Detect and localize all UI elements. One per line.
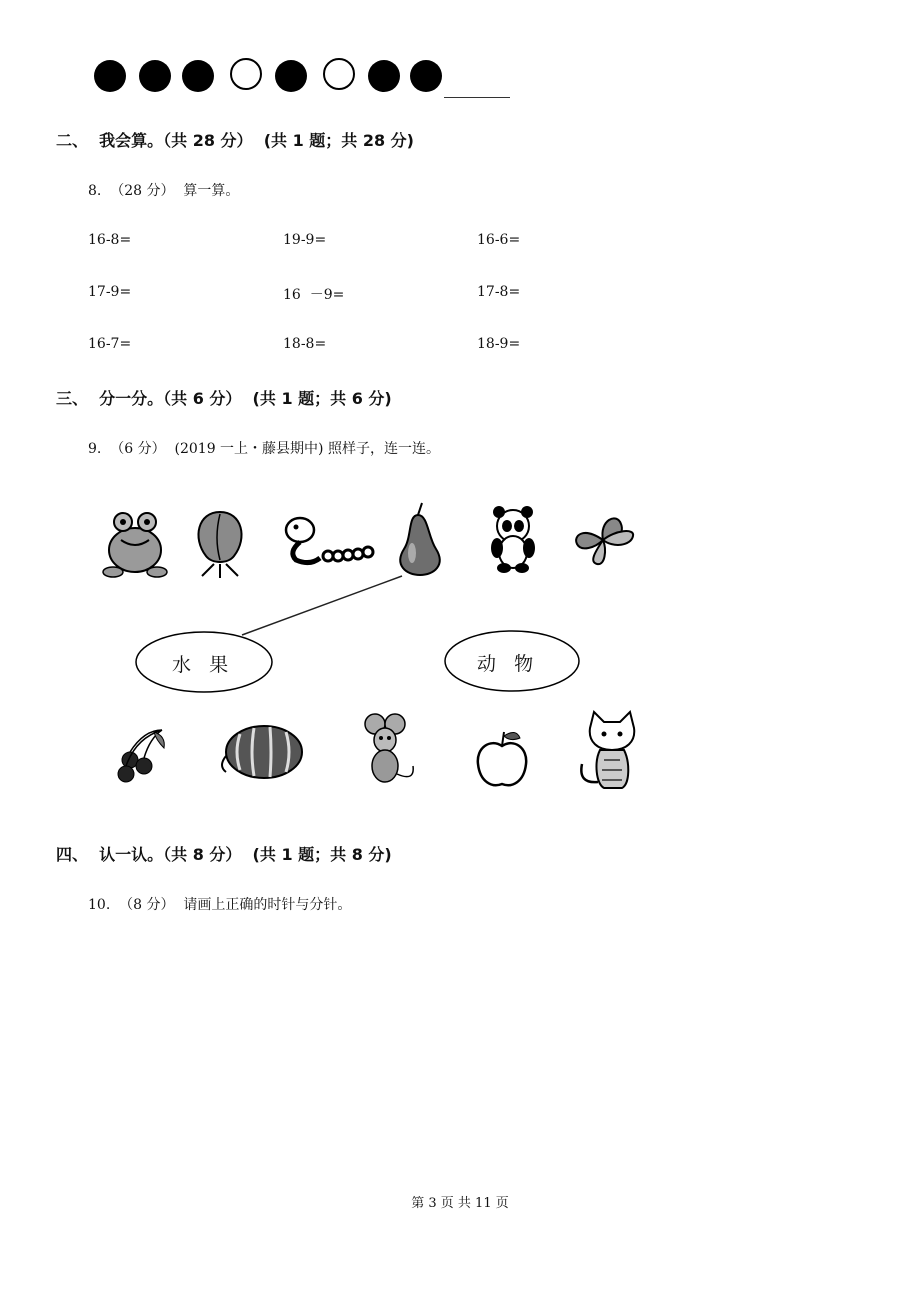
section-heading-recognize: 四、 认一认。（共 8 分） (共 1 题；共 8 分) <box>56 845 392 864</box>
filled-circle-icon <box>275 60 307 92</box>
hollow-circle-icon <box>230 58 262 90</box>
filled-circle-icon <box>368 60 400 92</box>
mouse-icon <box>365 714 413 782</box>
fruit-label: 水 果 <box>172 654 229 676</box>
snake-icon <box>286 518 373 563</box>
section-heading-calc: 二、 我会算。（共 28 分） (共 1 题；共 28 分) <box>56 131 414 150</box>
hollow-circle-icon <box>323 58 355 90</box>
question-10: 10. （8 分） 请画上正确的时针与分针。 <box>88 897 352 913</box>
apple-icon <box>478 732 526 785</box>
calc-item: 17-9= <box>88 284 132 300</box>
watermelon-icon <box>222 726 302 778</box>
calc-item: 18-8= <box>283 336 327 352</box>
pear-icon <box>400 503 439 575</box>
animal-label: 动 物 <box>477 653 534 675</box>
calc-item: 19-9= <box>283 232 327 248</box>
calc-item: 18-9= <box>477 336 521 352</box>
page-footer: 第 3 页 共 11 页 <box>411 1196 509 1211</box>
question-8: 8. （28 分） 算一算。 <box>88 183 240 199</box>
filled-circle-icon <box>139 60 171 92</box>
panda-icon <box>491 506 535 573</box>
answer-blank[interactable] <box>444 97 510 98</box>
butterfly-icon <box>576 518 633 564</box>
frog-icon <box>103 513 167 577</box>
peach-icon <box>198 512 241 578</box>
calc-item: 17-8= <box>477 284 521 300</box>
calc-item: 16 －9= <box>283 287 345 303</box>
cherry-icon <box>118 730 164 782</box>
calc-item: 16-6= <box>477 232 521 248</box>
calc-item: 16-8= <box>88 232 132 248</box>
calc-item: 16-7= <box>88 336 132 352</box>
filled-circle-icon <box>182 60 214 92</box>
section-heading-classify: 三、 分一分。（共 6 分） (共 1 题；共 6 分) <box>56 389 392 408</box>
filled-circle-icon <box>410 60 442 92</box>
question-9: 9. （6 分） (2019 一上・藤县期中) 照样子，连一连。 <box>88 441 440 457</box>
matching-diagram <box>0 490 920 810</box>
connection-line <box>242 576 402 635</box>
filled-circle-icon <box>94 60 126 92</box>
cat-icon <box>581 712 634 788</box>
